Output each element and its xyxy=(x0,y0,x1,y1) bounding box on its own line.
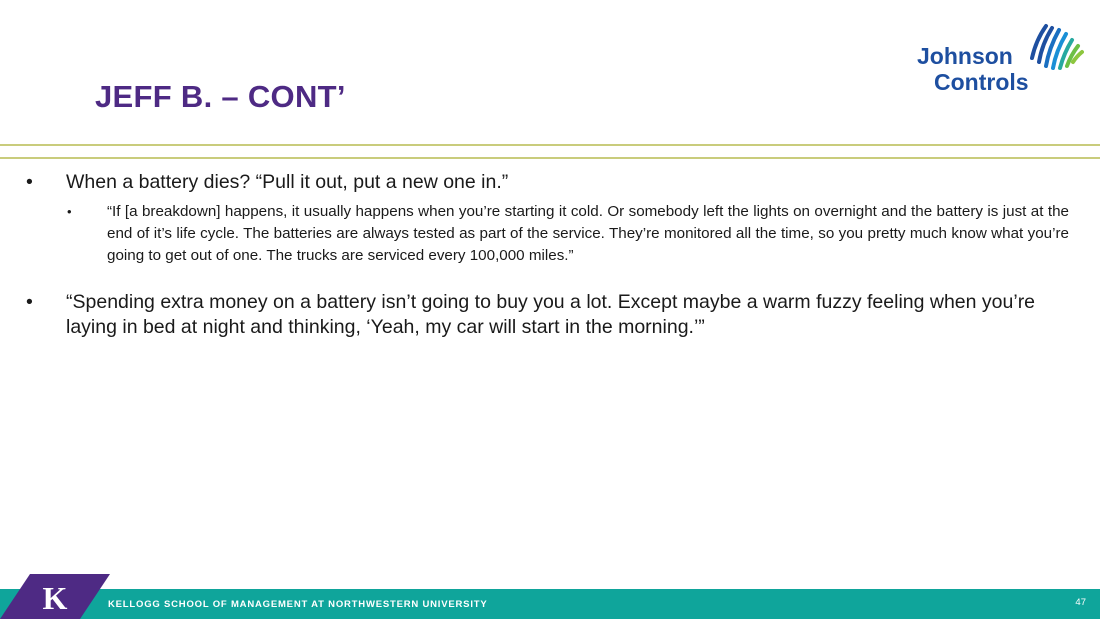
bullet-text: When a battery dies? “Pull it out, put a new one in.” xyxy=(66,171,509,193)
bullet-marker: • xyxy=(26,171,33,193)
footer-institution: KELLOGG SCHOOL OF MANAGEMENT AT NORTHWESTERN UNIVERSITY xyxy=(108,599,488,610)
johnson-controls-logo xyxy=(912,18,1084,96)
page-number: 47 xyxy=(1075,597,1086,608)
bullet-item xyxy=(26,290,1066,340)
sub-bullet-item xyxy=(67,201,1069,267)
johnson-controls-swirl-icon xyxy=(1026,18,1084,74)
bullet-text: “Spending extra money on a battery isn’t going to buy you a lot. Except maybe a warm fuzzy feeling when you’re laying in bed at night and thinking, ‘Yeah, my car will start in the morning.’” xyxy=(66,291,1036,338)
slide-title: JEFF B. – CONT’ xyxy=(95,79,346,114)
bullet-marker: • xyxy=(26,291,33,313)
logo-text-johnson: Johnson xyxy=(917,43,1013,69)
header-rule-top xyxy=(0,144,1100,146)
logo-text-controls: Controls xyxy=(934,69,1029,95)
sub-bullet-text: “If [a breakdown] happens, it usually happens when you’re starting it cold. Or somebody left the lights on overnight and the battery is just at the end of it’s life cycle. The batteries are always tested as part of the service. They’re monitored all the time, so you pretty much know what you’re going to get out of one. The trucks are serviced every 100,000 miles.” xyxy=(107,203,1069,264)
kellogg-k-letter: K xyxy=(42,580,68,616)
kellogg-k-logo xyxy=(0,574,110,619)
bullet-item xyxy=(26,170,1066,195)
bullet-marker: • xyxy=(67,204,72,219)
header-rule-bottom xyxy=(0,157,1100,159)
